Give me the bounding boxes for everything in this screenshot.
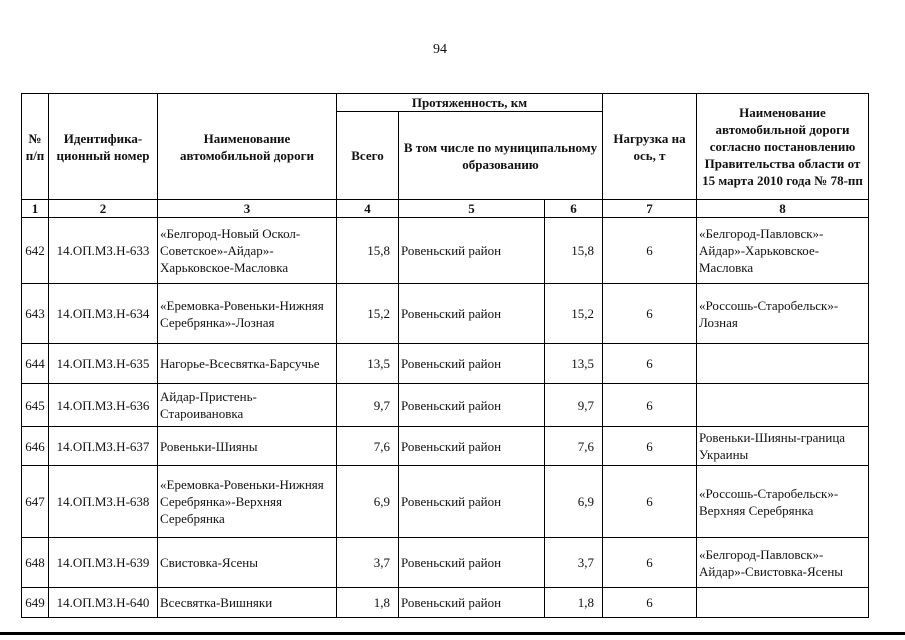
row-decree: Ровеньки-Шияны-граница Украины: [697, 427, 869, 466]
row-road-name: «Еремовка-Ровеньки-Нижняя Серебрянка»-Лозная: [158, 284, 337, 344]
row-district: Ровеньский район: [399, 384, 545, 427]
header-length-group: Протяженность, км: [337, 94, 603, 112]
row-total: 1,8: [337, 588, 399, 618]
row-load: 6: [603, 466, 697, 538]
table-row: [22, 588, 869, 618]
row-road-name: «Еремовка-Ровеньки-Нижняя Серебрянка»-Верхняя Серебрянка: [158, 466, 337, 538]
row-num: 647: [22, 466, 49, 538]
row-id: 14.ОП.МЗ.Н-638: [49, 466, 158, 538]
row-id: 14.ОП.МЗ.Н-636: [49, 384, 158, 427]
row-district-km: 9,7: [545, 384, 603, 427]
row-total: 15,2: [337, 284, 399, 344]
row-road-name: «Белгород-Новый Оскол-Советское»-Айдар»-Харьковское-Масловка: [158, 218, 337, 284]
header-decree-name: Наименование автомобильной дороги согласно постановлению Правительства области от 15 марта 2010 года № 78-пп: [697, 94, 869, 200]
row-decree: «Белгород-Павловск»-Айдар»-Свистовка-Ясены: [697, 538, 869, 588]
table-row: [22, 344, 869, 384]
row-district: Ровеньский район: [399, 218, 545, 284]
table-row: [22, 427, 869, 466]
row-id: 14.ОП.МЗ.Н-634: [49, 284, 158, 344]
header-road-name: Наименование автомобильной дороги: [158, 94, 337, 200]
row-decree: [697, 384, 869, 427]
row-district: Ровеньский район: [399, 427, 545, 466]
row-district-km: 15,8: [545, 218, 603, 284]
column-number: 6: [545, 200, 603, 218]
column-number: 1: [22, 200, 49, 218]
roads-table: [21, 93, 869, 618]
header-total: Всего: [337, 112, 399, 200]
row-load: 6: [603, 588, 697, 618]
page-number: 94: [433, 42, 447, 57]
row-load: 6: [603, 284, 697, 344]
header-municipal: В том числе по муниципальному образованию: [399, 112, 603, 200]
row-total: 15,8: [337, 218, 399, 284]
row-decree: «Белгород-Павловск»-Айдар»-Харьковское-Масловка: [697, 218, 869, 284]
column-number: 8: [697, 200, 869, 218]
row-id: 14.ОП.МЗ.Н-637: [49, 427, 158, 466]
row-district-km: 1,8: [545, 588, 603, 618]
table-row: [22, 284, 869, 344]
row-district-km: 13,5: [545, 344, 603, 384]
header-num: № п/п: [22, 94, 49, 200]
row-district-km: 15,2: [545, 284, 603, 344]
header-axle-load: Нагрузка на ось, т: [603, 94, 697, 200]
column-number: 5: [399, 200, 545, 218]
row-district: Ровеньский район: [399, 284, 545, 344]
header-id: Идентифика-ционный номер: [49, 94, 158, 200]
row-road-name: Нагорье-Всесвятка-Барсучье: [158, 344, 337, 384]
table-row: [22, 384, 869, 427]
column-number: 3: [158, 200, 337, 218]
row-num: 644: [22, 344, 49, 384]
row-road-name: Ровеньки-Шияны: [158, 427, 337, 466]
row-load: 6: [603, 538, 697, 588]
row-road-name: Всесвятка-Вишняки: [158, 588, 337, 618]
row-road-name: Свистовка-Ясены: [158, 538, 337, 588]
row-total: 13,5: [337, 344, 399, 384]
row-num: 643: [22, 284, 49, 344]
column-number: 4: [337, 200, 399, 218]
row-decree: «Россошь-Старобельск»-Верхняя Серебрянка: [697, 466, 869, 538]
row-district: Ровеньский район: [399, 538, 545, 588]
row-load: 6: [603, 384, 697, 427]
row-load: 6: [603, 344, 697, 384]
row-num: 646: [22, 427, 49, 466]
table-row: [22, 538, 869, 588]
row-id: 14.ОП.МЗ.Н-639: [49, 538, 158, 588]
column-number: 7: [603, 200, 697, 218]
row-district-km: 3,7: [545, 538, 603, 588]
column-number: 2: [49, 200, 158, 218]
row-district-km: 6,9: [545, 466, 603, 538]
row-num: 649: [22, 588, 49, 618]
row-district-km: 7,6: [545, 427, 603, 466]
row-load: 6: [603, 427, 697, 466]
table-row: [22, 466, 869, 538]
row-decree: [697, 588, 869, 618]
bottom-rule: [0, 632, 905, 635]
row-id: 14.ОП.МЗ.Н-635: [49, 344, 158, 384]
row-num: 648: [22, 538, 49, 588]
table-row: [22, 218, 869, 284]
row-district: Ровеньский район: [399, 344, 545, 384]
row-id: 14.ОП.МЗ.Н-640: [49, 588, 158, 618]
row-total: 6,9: [337, 466, 399, 538]
row-id: 14.ОП.МЗ.Н-633: [49, 218, 158, 284]
row-num: 645: [22, 384, 49, 427]
row-decree: [697, 344, 869, 384]
row-total: 7,6: [337, 427, 399, 466]
row-total: 9,7: [337, 384, 399, 427]
row-num: 642: [22, 218, 49, 284]
row-district: Ровеньский район: [399, 588, 545, 618]
row-district: Ровеньский район: [399, 466, 545, 538]
row-road-name: Айдар-Пристень-Староивановка: [158, 384, 337, 427]
row-total: 3,7: [337, 538, 399, 588]
row-load: 6: [603, 218, 697, 284]
row-decree: «Россошь-Старобельск»-Лозная: [697, 284, 869, 344]
